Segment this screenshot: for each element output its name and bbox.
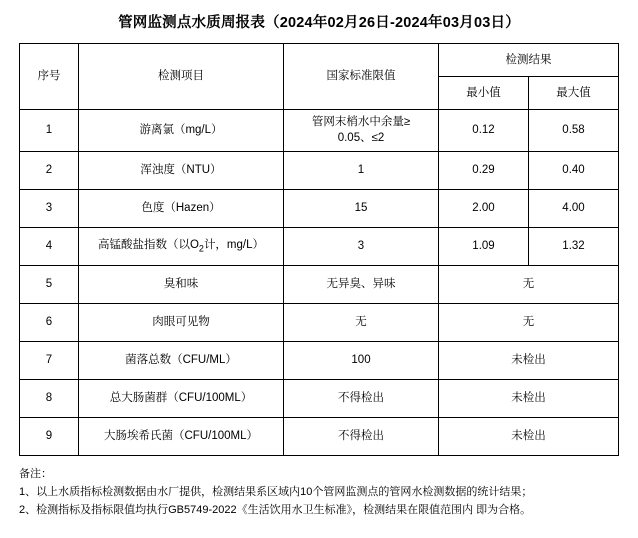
item-text-prefix: 高锰酸盐指数（以O <box>97 239 199 252</box>
cell-max: 1.32 <box>529 227 619 265</box>
cell-min: 0.12 <box>439 109 529 151</box>
cell-no: 9 <box>20 417 79 455</box>
col-header-result: 检测结果 <box>439 43 619 76</box>
cell-standard: 100 <box>284 341 439 379</box>
cell-min: 0.29 <box>439 151 529 189</box>
table-row <box>20 341 619 379</box>
col-header-min: 最小值 <box>439 76 529 109</box>
cell-item: 肉眼可见物 <box>79 303 284 341</box>
cell-min: 2.00 <box>439 189 529 227</box>
cell-max: 0.58 <box>529 109 619 151</box>
cell-item: 臭和味 <box>79 265 284 303</box>
cell-standard: 不得检出 <box>284 379 439 417</box>
cell-max: 4.00 <box>529 189 619 227</box>
table-row <box>20 189 619 227</box>
table-row <box>20 265 619 303</box>
col-header-max: 最大值 <box>529 76 619 109</box>
table-row <box>20 227 619 265</box>
standard-line-2: 0.05、≤2 <box>337 132 385 145</box>
table-header <box>20 43 619 109</box>
cell-no: 4 <box>20 227 79 265</box>
table-header-row-1 <box>20 43 619 76</box>
cell-item: 总大肠菌群（CFU/100ML） <box>79 379 284 417</box>
col-header-item: 检测项目 <box>79 43 284 109</box>
col-header-standard: 国家标准限值 <box>284 43 439 109</box>
cell-standard: 不得检出 <box>284 417 439 455</box>
cell-no: 1 <box>20 109 79 151</box>
cell-result: 无 <box>439 265 619 303</box>
cell-result: 未检出 <box>439 379 619 417</box>
item-text-subscript: 2 <box>198 243 204 254</box>
notes-line-2: 2、检测指标及指标限值均执行GB5749-2022《生活饮用水卫生标准》，检测结果在限值范围内 即为合格。 <box>19 504 532 517</box>
standard-line-1: 管网末梢水中余量≥ <box>311 115 411 128</box>
title-block <box>19 0 619 43</box>
cell-item: 游离氯（mg/L） <box>79 109 284 151</box>
cell-item <box>79 227 284 265</box>
cell-no: 2 <box>20 151 79 189</box>
cell-result: 无 <box>439 303 619 341</box>
cell-no: 7 <box>20 341 79 379</box>
table-row <box>20 379 619 417</box>
item-text-suffix: 计，mg/L） <box>203 239 265 252</box>
table-row <box>20 417 619 455</box>
cell-result: 未检出 <box>439 417 619 455</box>
cell-standard: 无异臭、异味 <box>284 265 439 303</box>
cell-no: 6 <box>20 303 79 341</box>
cell-item: 大肠埃希氏菌（CFU/100ML） <box>79 417 284 455</box>
cell-standard: 15 <box>284 189 439 227</box>
cell-standard <box>284 109 439 151</box>
water-quality-table <box>19 43 619 456</box>
cell-item: 浑浊度（NTU） <box>79 151 284 189</box>
cell-max: 0.40 <box>529 151 619 189</box>
page-title: 管网监测点水质周报表（2024年02月26日-2024年03月03日） <box>118 15 520 31</box>
cell-standard: 3 <box>284 227 439 265</box>
cell-item: 菌落总数（CFU/ML） <box>79 341 284 379</box>
cell-min: 1.09 <box>439 227 529 265</box>
notes-heading: 备注： <box>19 467 52 480</box>
cell-no: 3 <box>20 189 79 227</box>
cell-item: 色度（Hazen） <box>79 189 284 227</box>
cell-result: 未检出 <box>439 341 619 379</box>
notes-line-1: 1、以上水质指标检测数据由水厂提供，检测结果系区域内10个管网监测点的管网水检测数据的统计结果； <box>19 485 533 498</box>
col-header-no: 序号 <box>20 43 79 109</box>
cell-standard: 无 <box>284 303 439 341</box>
cell-no: 8 <box>20 379 79 417</box>
cell-standard: 1 <box>284 151 439 189</box>
table-body <box>20 109 619 455</box>
table-row <box>20 303 619 341</box>
table-row <box>20 109 619 151</box>
table-row <box>20 151 619 189</box>
notes-block <box>19 456 619 519</box>
cell-no: 5 <box>20 265 79 303</box>
